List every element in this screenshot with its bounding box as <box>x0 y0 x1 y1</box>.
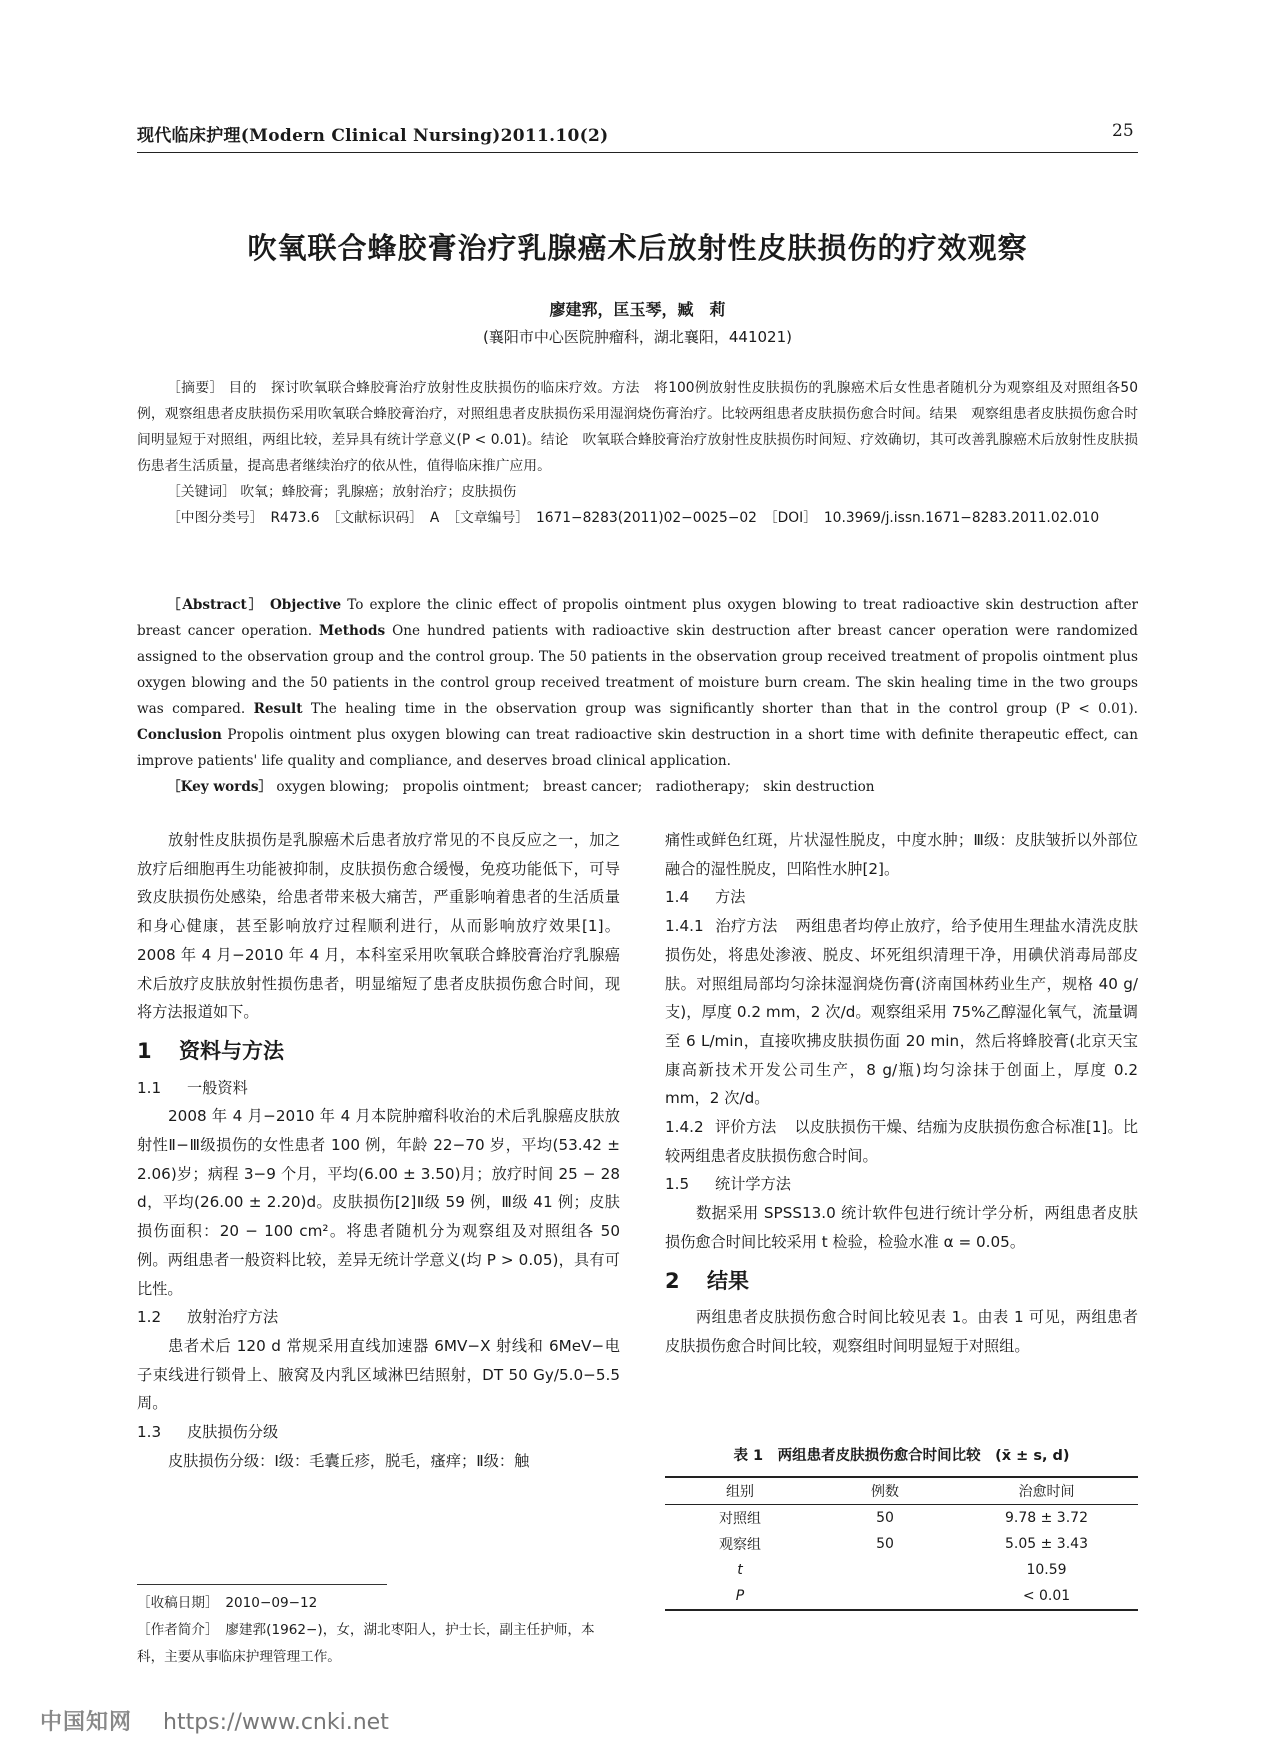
methods-text: One hundred patients with radioactive skin destruction after breast cancer operation were randomized assigned to the observation group and the control group. The 50 patients in the observation group received treatment of propolis ointment plus oxygen blowing and the 50 patients in the control group received treatment of moisture burn cream. The skin healing time in the two groups was compared. <box>137 623 1138 717</box>
table-row: 对照组 50 9.78 ± 3.72 <box>719 1510 1088 1527</box>
table-caption: 表 1 两组患者皮肤损伤愈合时间比较 (x̄ ± s, d) <box>733 1448 1070 1464</box>
chinese-abstract <box>137 375 1138 531</box>
left-column <box>137 826 620 1475</box>
table-row: P < 0.01 <box>665 1583 1138 1610</box>
section-1-4-1-text: 1.4.1 治疗方法 两组患者均停止放疗，给予使用生理盐水清洗皮肤损伤处，将患处渗液、脱皮、坏死组织清理干净，用碘伏消毒局部皮肤。对照组局部均匀涂抹湿润烧伤膏(济南国林药业生产，规格 40 g/支)，厚度 0.2 mm，2 次/d。观察组采用 75%乙醇湿化氧气，流量调至 6 L/min，直接吹拂皮肤损伤面 20 min，然后将蜂胶膏(北京天宝康高新技术开发公司生产，8 g/瓶)均匀涂抹于创面上，厚度 0.2 mm，2 次/d。 <box>665 917 1139 1108</box>
english-abstract <box>137 592 1138 800</box>
en-keywords <box>137 774 1138 800</box>
cnki-footer <box>40 1705 389 1736</box>
result-text: The healing time in the observation group was significantly shorter than that in the control group (P < 0.01). <box>310 701 1138 717</box>
methods-label: Methods <box>319 623 386 639</box>
right-column <box>665 826 1138 1361</box>
en-abstract-text <box>137 592 1138 774</box>
keywords-text: oxygen blowing; propolis ointment; breast cancer; radiotherapy; skin destruction <box>276 779 875 795</box>
section-1-2-heading: 1.2 放射治疗方法 <box>137 1308 279 1327</box>
affiliation: (襄阳市中心医院肿瘤科，湖北襄阳，441021) <box>483 328 792 346</box>
conclusion-text: Propolis ointment plus oxygen blowing can treat radioactive skin destruction in a short time with definite therapeutic effect, can improve patients' life quality and compliance, and deserves broad clinical application. <box>137 727 1138 769</box>
footnotes <box>137 1590 620 1671</box>
received-date: ［收稿日期］ 2010−09−12 <box>137 1595 318 1611</box>
conclusion-label: Conclusion <box>137 727 222 743</box>
abstract-label: ［Abstract］ <box>167 597 264 613</box>
results-table <box>665 1476 1138 1611</box>
section-2-text: 两组患者皮肤损伤愈合时间比较见表 1。由表 1 可见，两组患者皮肤损伤愈合时间比较，观察组时间明显短于对照组。 <box>665 1308 1138 1355</box>
section-2-heading: 2 结果 <box>665 1268 749 1293</box>
cnki-logo: 中国知网 <box>40 1710 133 1735</box>
section-1-4-heading: 1.4 方法 <box>665 888 746 907</box>
section-1-4-2-text: 1.4.2 评价方法 以皮肤损伤干燥、结痂为皮肤损伤愈合标准[1]。比较两组患者皮肤损伤愈合时间。 <box>665 1118 1139 1165</box>
page-number: 25 <box>1112 121 1134 141</box>
table-header-count: 例数 <box>815 1477 955 1505</box>
cnki-url[interactable]: https://www.cnki.net <box>163 1710 389 1735</box>
cn-keywords: ［关键词］ 吹氧；蜂胶膏；乳腺癌；放射治疗；皮肤损伤 <box>167 484 517 500</box>
objective-text: To explore the clinic effect of propolis ointment plus oxygen blowing to treat radioactive skin destruction after breast cancer operation. <box>137 597 1138 639</box>
table-header-row <box>665 1477 1138 1505</box>
section-1-3-heading: 1.3 皮肤损伤分级 <box>137 1423 279 1442</box>
section-1-1-heading: 1.1 一般资料 <box>137 1078 248 1097</box>
keywords-label: ［Key words］ <box>167 779 273 795</box>
section-1-3-text-part1: 皮肤损伤分级：Ⅰ级：毛囊丘疹，脱毛，瘙痒；Ⅱ级：触 <box>168 1451 530 1470</box>
author-bio: ［作者简介］ 廖建郛(1962−)，女，湖北枣阳人，护士长，副主任护师，本科，主要从事临床护理管理工作。 <box>137 1622 595 1665</box>
journal-header: 现代临床护理(Modern Clinical Nursing)2011.10(2) <box>137 126 609 146</box>
table-row: 观察组 50 5.05 ± 3.43 <box>719 1536 1088 1553</box>
objective-label: Objective <box>269 597 342 613</box>
footnote-rule <box>137 1584 387 1585</box>
table-header-time: 治愈时间 <box>955 1477 1138 1505</box>
article-title: 吹氧联合蜂胶膏治疗乳腺癌术后放射性皮肤损伤的疗效观察 <box>247 231 1028 265</box>
header-rule <box>137 152 1138 153</box>
section-1-3-text-part2: 痛性或鲜色红斑，片状湿性脱皮，中度水肿；Ⅲ级：皮肤皱折以外部位融合的湿性脱皮，凹陷性水肿[2]。 <box>665 831 1138 878</box>
section-1-heading: 1 资料与方法 <box>137 1038 284 1063</box>
section-1-2-text: 患者术后 120 d 常规采用直线加速器 6MV−X 射线和 6MeV−电子束线进行锁骨上、腋窝及内乳区域淋巴结照射，DT 50 Gy/5.0−5.5 周。 <box>137 1336 620 1413</box>
table-header-group: 组别 <box>665 1477 815 1505</box>
table-row: t 10.59 <box>737 1562 1067 1578</box>
section-1-5-text: 数据采用 SPSS13.0 统计软件包进行统计学分析，两组患者皮肤损伤愈合时间比较采用 t 检验，检验水准 α = 0.05。 <box>665 1204 1138 1251</box>
result-label: Result <box>253 701 303 717</box>
cn-abstract-text: ［摘要］ 目的 探讨吹氧联合蜂胶膏治疗放射性皮肤损伤的临床疗效。方法 将100例放射性皮肤损伤的乳腺癌术后女性患者随机分为观察组及对照组各50例，观察组患者皮肤损伤采用吹氧联合蜂胶膏治疗，对照组患者皮肤损伤采用湿润烧伤膏治疗。比较两组患者皮肤损伤愈合时间。结果 观察组患者皮肤损伤愈合时间明显短于对照组，两组比较，差异具有统计学意义(P < 0.01)。结论 吹氧联合蜂胶膏治疗放射性皮肤损伤时间短、疗效确切，其可改善乳腺癌术后放射性皮肤损伤患者生活质量，提高患者继续治疗的依从性，值得临床推广应用。 <box>137 380 1138 474</box>
section-1-1-text: 2008 年 4 月−2010 年 4 月本院肿瘤科收治的术后乳腺癌皮肤放射性Ⅱ−Ⅲ级损伤的女性患者 100 例，年龄 22−70 岁，平均(53.42 ± 2.06)岁；病程 3−9 个月，平均(6.00 ± 3.50)月；放疗时间 25 − 28 d，平均(26.00 ± 2.20)d。皮肤损伤[2]Ⅱ级 59 例，Ⅲ级 41 例；皮肤损伤面积：20 − 100 cm²。将患者随机分为观察组及对照组各 50 例。两组患者一般资料比较，差异无统计学意义(均 P > 0.05)，具有可比性。 <box>137 1107 620 1298</box>
section-1-5-heading: 1.5 统计学方法 <box>665 1175 791 1194</box>
cn-classification: ［中图分类号］ R473.6 ［文献标识码］ A ［文章编号］ 1671−8283(2011)02−0025−02 ［DOI］ 10.3969/j.issn.1671−8283.2011.02.010 <box>167 510 1100 526</box>
intro-paragraph: 放射性皮肤损伤是乳腺癌术后患者放疗常见的不良反应之一，加之放疗后细胞再生功能被抑制，皮肤损伤愈合缓慢，免疫功能低下，可导致皮肤损伤处感染，给患者带来极大痛苦，严重影响着患者的生活质量和身心健康，甚至影响放疗过程顺利进行，从而影响放疗效果[1]。2008 年 4 月−2010 年 4 月，本科室采用吹氧联合蜂胶膏治疗乳腺癌术后放疗皮肤放射性损伤患者，明显缩短了患者皮肤损伤愈合时间，现将方法报道如下。 <box>137 831 620 1022</box>
authors: 廖建郛，匡玉琴，臧 莉 <box>549 300 726 319</box>
